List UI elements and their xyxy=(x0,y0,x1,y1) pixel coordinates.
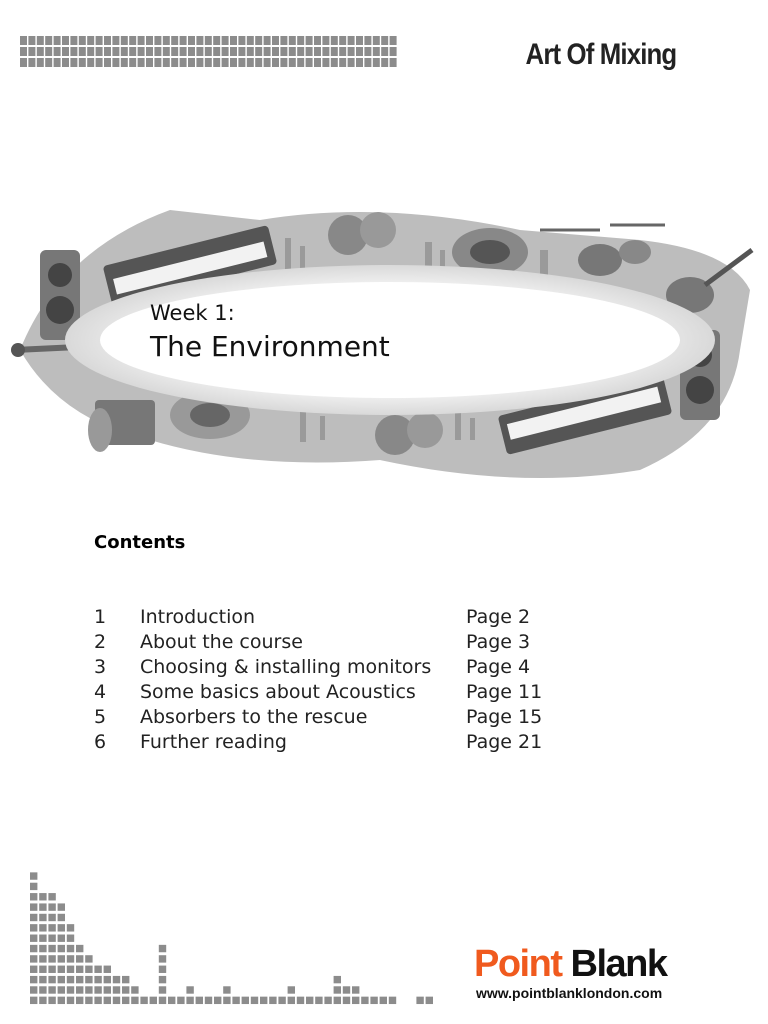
table-of-contents xyxy=(94,605,614,755)
logo-name-blank: Blank xyxy=(570,943,667,985)
contents-heading: Contents xyxy=(94,532,186,553)
toc-page: Page 15 xyxy=(466,706,543,728)
point-blank-logo xyxy=(474,944,734,1004)
toc-number: 2 xyxy=(94,631,107,653)
toc-number: 4 xyxy=(94,681,107,703)
logo-name-point: Point xyxy=(474,943,562,985)
mixer-icon xyxy=(88,400,155,452)
top-block-pattern xyxy=(20,34,400,70)
toc-row[interactable] xyxy=(94,630,614,655)
toc-title: Further reading xyxy=(140,731,287,753)
toc-number: 3 xyxy=(94,656,107,678)
toc-title: About the course xyxy=(140,631,303,653)
logo-name xyxy=(474,944,667,984)
toc-row[interactable] xyxy=(94,680,614,705)
toc-number: 1 xyxy=(94,606,107,628)
toc-title: Absorbers to the rescue xyxy=(140,706,368,728)
toc-row[interactable] xyxy=(94,705,614,730)
toc-page: Page 3 xyxy=(466,631,531,653)
toc-page: Page 11 xyxy=(466,681,543,703)
document-title: Art Of Mixing xyxy=(525,38,676,71)
toc-row[interactable] xyxy=(94,730,614,755)
toc-number: 6 xyxy=(94,731,107,753)
week-label: Week 1: xyxy=(150,301,235,325)
toc-page: Page 2 xyxy=(466,606,531,628)
toc-row[interactable] xyxy=(94,605,614,630)
toc-title: Choosing & installing monitors xyxy=(140,656,432,678)
logo-url: www.pointblanklondon.com xyxy=(476,985,663,1001)
equalizer-block-pattern xyxy=(30,860,440,1005)
toc-page: Page 21 xyxy=(466,731,543,753)
toc-page: Page 4 xyxy=(466,656,531,678)
week-title: The Environment xyxy=(150,330,390,363)
toc-title: Some basics about Acoustics xyxy=(140,681,416,703)
toc-row[interactable] xyxy=(94,655,614,680)
toc-number: 5 xyxy=(94,706,107,728)
toc-title: Introduction xyxy=(140,606,256,628)
